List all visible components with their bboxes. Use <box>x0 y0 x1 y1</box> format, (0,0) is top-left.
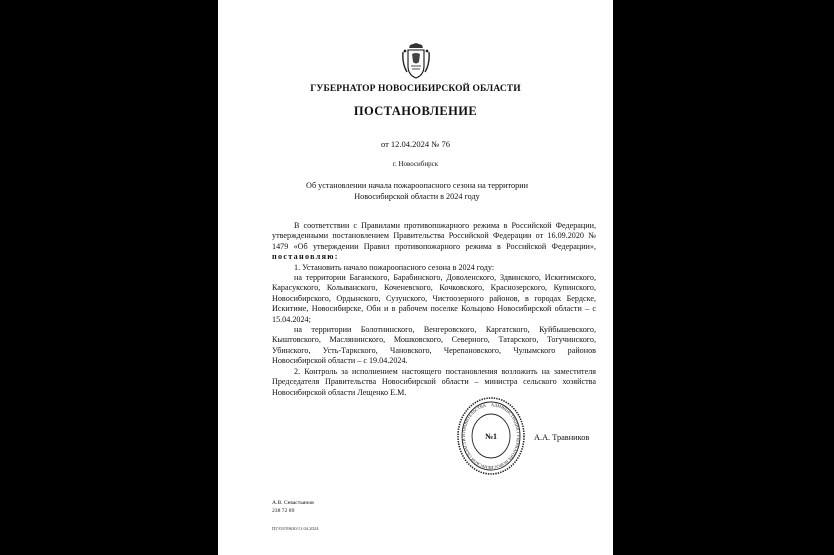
coat-of-arms-icon <box>402 42 430 80</box>
seal-number: №1 <box>484 432 498 441</box>
item-1-second-group: на территории Болотнинского, Венгеровского, Каргатского, Куйбышевского, Кыштовского, Маслянинского, Мошковского, Северного, Татарского, Тогучинского, Убинского, Усть-Таркского, Чановского, Черепановского, Чулымского районов Новосибирской области – с 19.04.2024. <box>272 325 596 366</box>
resolve-word: постановляю: <box>272 252 339 262</box>
seal-ring-text: АДМИНИСТРАЦИЯ ГУБЕРНАТОРА НОВОСИБИРСКОЙ ОБЛАСТИ И ПРАВИТЕЛЬСТВА <box>460 401 521 471</box>
item-2: 2. Контроль за исполнением настоящего постановления возложить на заместителя Председателя Правительства Новосибирской области – министра сельского хозяйства Новосибирской области Лещенко Е.М. <box>272 366 596 397</box>
document-type-heading: ПОСТАНОВЛЕНИЕ <box>353 104 478 118</box>
subject-line-2: Новосибирской области в 2024 году <box>354 191 480 201</box>
subject-line-1: Об установлении начала пожароопасного сезона на территории <box>306 181 528 190</box>
date-and-number: от 12.04.2024 № 76 <box>380 139 451 149</box>
item-1-first-group: на территории Баганского, Барабинского, Доволенского, Здвинского, Искитимского, Карасукского, Колыванского, Коченевского, Кочковского, Краснозерского, Купинского, Новосибирского, Ордынского, Сузунского, Чистоозерного районов, в городах Бердске, Искитиме, Новосибирске, Оби и в рабочем поселке Кольцово Новосибирской области – с 15.04.2024; <box>272 273 596 324</box>
subject-title <box>292 181 542 202</box>
executor-name: А.В. Севастьянов <box>272 500 314 506</box>
document-code: ПГ/03/59630/11.04.2024 <box>272 526 319 531</box>
issuing-authority: ГУБЕРНАТОР НОВОСИБИРСКОЙ ОБЛАСТИ <box>310 84 521 94</box>
official-seal <box>455 392 527 476</box>
intro-text: В соответствии с Правилами противопожарного режима в Российской Федерации, утвержденными постановлением Правительства Российской Федерации от 16.09.2020 № 1479 «Об утверждении Правил противопожарного режима в Российской Федерации», <box>272 221 596 251</box>
item-1: 1. Установить начало пожароопасного сезона в 2024 году: <box>294 262 495 272</box>
city-line: г. Новосибирск <box>392 160 439 168</box>
signatory-name: А.А. Травников <box>534 433 590 442</box>
document-body <box>272 221 596 398</box>
document-page <box>218 0 613 555</box>
executor-phone: 238 72 89 <box>272 508 295 514</box>
intro-paragraph <box>272 221 596 263</box>
